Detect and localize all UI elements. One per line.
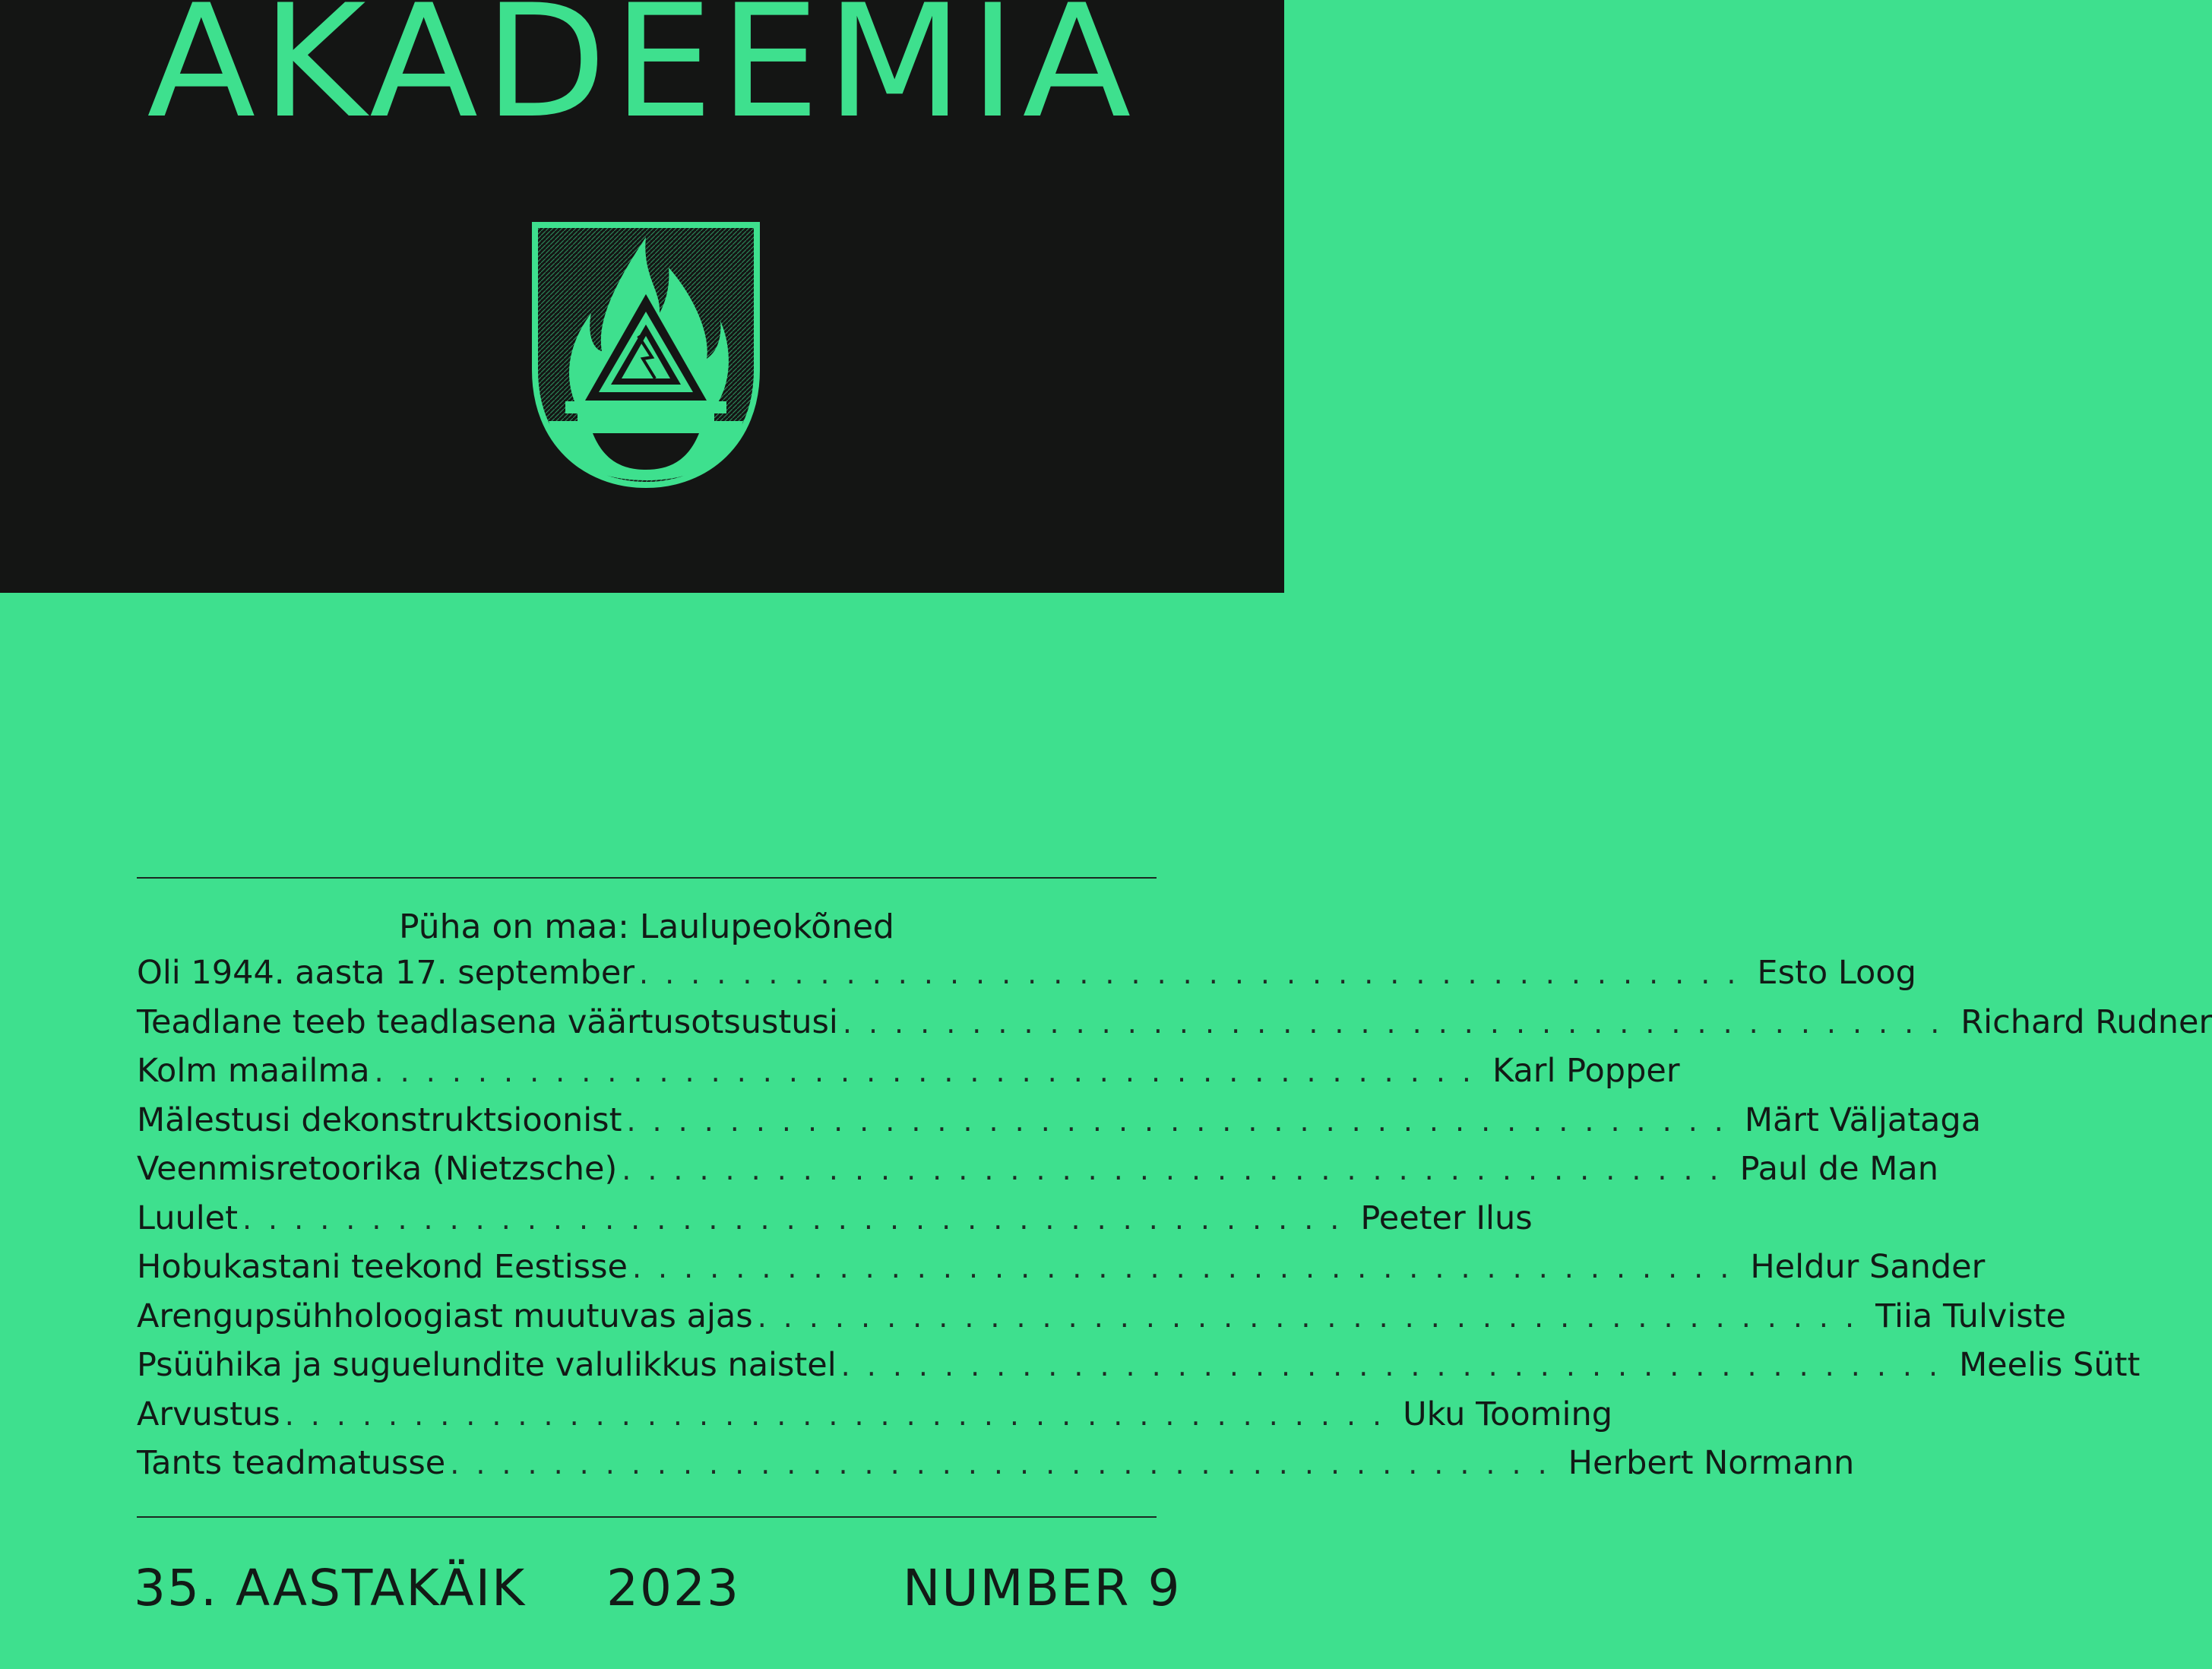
toc-item (137, 1150, 1938, 1199)
cover-top-panel (0, 0, 1284, 593)
toc-item (137, 1297, 2066, 1347)
toc-item (137, 1052, 1680, 1101)
toc-author: Richard Rudner (1960, 1002, 2212, 1041)
toc-title: Arengupsühholoogiast muutuvas ajas (137, 1297, 753, 1335)
magazine-title: AKADEEMIA (147, 0, 1138, 153)
dot-leader: ........................................... (622, 1153, 1736, 1186)
toc-item (137, 1395, 1613, 1445)
contents-heading: Püha on maa: Laulupeokõned (399, 907, 894, 946)
toc-title: Tants teadmatusse (137, 1444, 446, 1482)
divider-top (137, 877, 1157, 879)
divider-bottom (137, 1516, 1157, 1518)
toc-item (137, 954, 1916, 1003)
dot-leader: ........................................... (450, 1447, 1564, 1481)
dot-leader: ........................................... (840, 1349, 1955, 1382)
toc-title: Teadlane teeb teadlasena väärtusotsustusi (137, 1002, 838, 1041)
dot-leader: ........................................... (374, 1055, 1488, 1088)
toc-author: Peeter Ilus (1360, 1199, 1533, 1237)
toc-item (137, 1101, 1982, 1151)
toc-author: Märt Väljataga (1744, 1101, 1982, 1139)
volume-label: 35. AASTAKÄIK (134, 1559, 527, 1617)
toc-author: Meelis Sütt (1959, 1346, 2141, 1384)
toc-author: Esto Loog (1757, 954, 1916, 992)
shield-flame-triangle-icon (532, 222, 760, 489)
dot-leader: ........................................... (631, 1251, 1746, 1284)
toc-title: Hobukastani teekond Eestisse (137, 1248, 628, 1286)
dot-leader: ........................................... (757, 1300, 1872, 1334)
toc-item (137, 1248, 1986, 1297)
dot-leader: ........................................... (639, 957, 1753, 990)
toc-item (137, 1199, 1533, 1249)
toc-author: Herbert Normann (1568, 1444, 1855, 1482)
toc-title: Arvustus (137, 1395, 280, 1433)
dot-leader: ........................................... (626, 1104, 1740, 1138)
year-label: 2023 (606, 1559, 740, 1617)
table-of-contents (137, 954, 2212, 1493)
toc-title: Veenmisretoorika (Nietzsche) (137, 1150, 618, 1188)
toc-author: Tiia Tulviste (1875, 1297, 2066, 1335)
issue-number-label: NUMBER 9 (903, 1559, 1182, 1617)
toc-title: Kolm maailma (137, 1052, 370, 1090)
toc-item (137, 1346, 2141, 1395)
toc-author: Uku Tooming (1403, 1395, 1613, 1433)
toc-title: Oli 1944. aasta 17. september (137, 954, 634, 992)
toc-item (137, 1444, 1855, 1493)
dot-leader: ........................................... (842, 1006, 1957, 1040)
dot-leader: ........................................... (242, 1202, 1356, 1236)
toc-author: Karl Popper (1492, 1052, 1680, 1090)
toc-title: Luulet (137, 1199, 238, 1237)
dot-leader: ........................................... (284, 1398, 1399, 1432)
toc-author: Heldur Sander (1750, 1248, 1986, 1286)
toc-title: Psüühika ja suguelundite valulikkus naistel (137, 1346, 837, 1384)
toc-title: Mälestusi dekonstruktsioonist (137, 1101, 622, 1139)
toc-author: Paul de Man (1739, 1150, 1938, 1188)
toc-item (137, 1002, 2212, 1053)
